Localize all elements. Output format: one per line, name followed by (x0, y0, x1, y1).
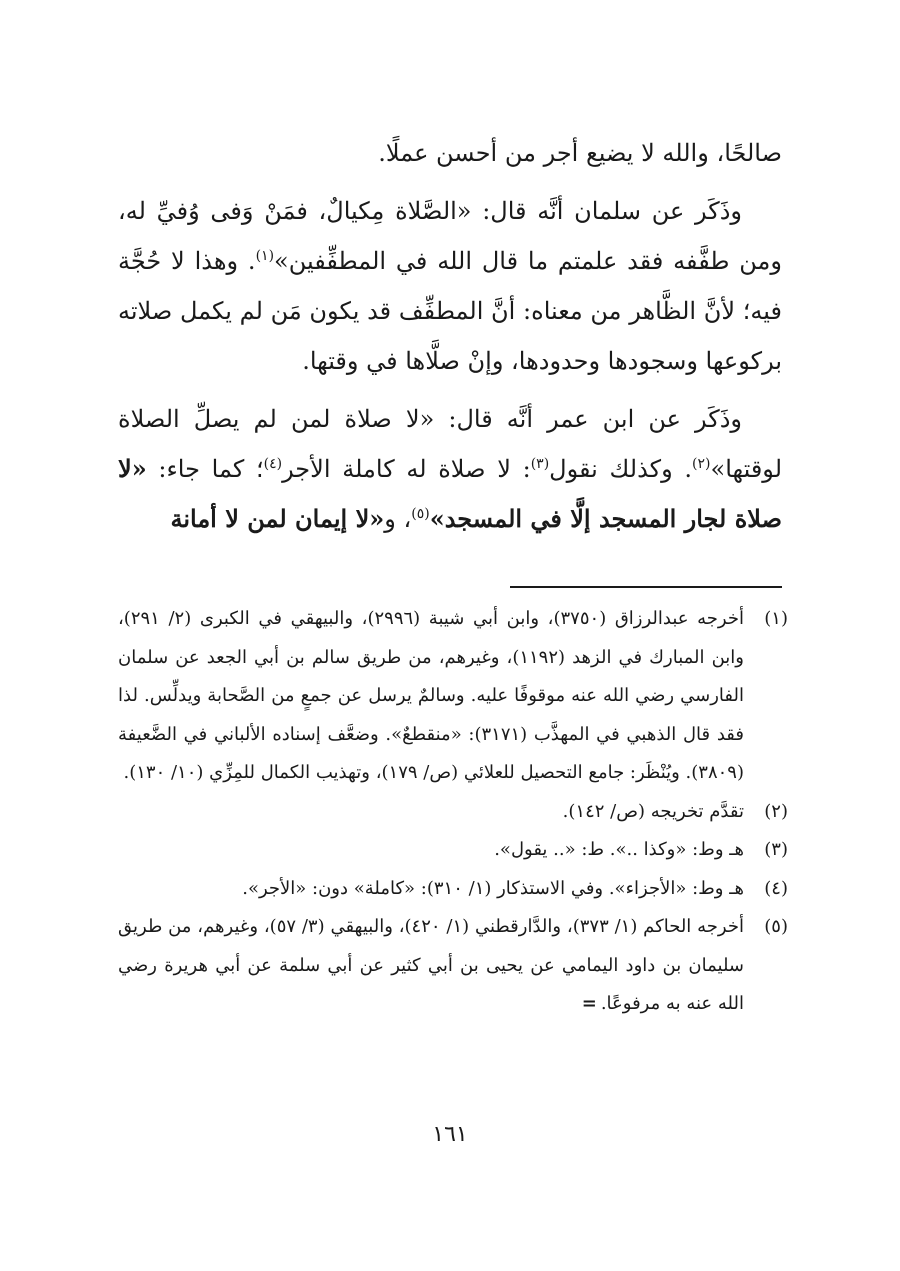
paragraph-3-text-c: : لا صلاة له كاملة الأجر (282, 455, 531, 483)
footnote-1 (118, 600, 788, 793)
main-text (118, 128, 782, 552)
footnote-ref-4[interactable]: (٤) (263, 456, 283, 472)
paragraph-1 (118, 128, 782, 178)
paragraph-3-text-b: . وكذلك نقول (549, 455, 693, 483)
footnote-ref-2[interactable]: (٢) (692, 456, 711, 472)
paragraph-1-text: صالحًا، والله لا يضيع أجر من أحسن عملًا. (378, 139, 782, 167)
paragraph-3-text-e: ، و (384, 505, 412, 533)
continuation-mark: = (581, 993, 597, 1014)
footnote-ref-5[interactable]: (٥) (411, 506, 430, 522)
footnote-text (118, 908, 744, 1024)
footnote-ref-1[interactable]: (١) (255, 248, 275, 264)
page-number: ١٦١ (432, 1122, 468, 1147)
footnote-5 (118, 908, 788, 1024)
paragraph-3-text-d: ؛ كما جاء: (146, 455, 264, 483)
footnote-number: (١) (764, 608, 788, 629)
footnote-number: (٥) (764, 916, 788, 937)
footnote-text: أخرجه عبدالرزاق (٣٧٥٠)، وابن أبي شيبة (٢٩٩٦)، والبيهقي في الكبرى (٢/ ٢٩١)، وابن المبارك في الزهد (١١٩٢)، وغيرهم، من طريق سالم بن أبي الجعد عن سلمان الفارسي رضي الله عنه موقوفًا عليه. وسالمٌ يرسل عن جمعٍ من الصَّحابة ويدلِّس. لذا فقد قال الذهبي في المهذَّب (٣١٧١): «منقطعٌ». وضعَّف إسناده الألباني في الضَّعيفة (٣٨٠٩). ويُنْظَر: جامع التحصيل للعلائي (ص/ ١٧٩)، وتهذيب الكمال للمِزِّي (١٠/ ١٣٠). (118, 608, 744, 783)
paragraph-3-text-a: وذَكَر عن ابن عمر أنَّه قال: «لا صلاة لمن لم يصلِّ الصلاة لوقتها» (118, 405, 782, 483)
footnote-2 (118, 793, 788, 832)
paragraph-3 (118, 394, 782, 544)
footnote-ref-3[interactable]: (٣) (530, 456, 550, 472)
paragraph-2 (118, 186, 782, 386)
footnote-number: (٣) (764, 839, 788, 860)
footnote-number: (٢) (764, 800, 788, 822)
paragraph-2-text-b: . وهذا لا حُجَّة فيه؛ لأنَّ الظَّاهر من معناه: أنَّ المطفِّف قد يكون مَن لم يكمل صلاته بركوعها وسجودها وحدودها، وإنْ صلَّاها في وقتها. (118, 247, 782, 375)
footnote-text: هـ وط: «وكذا ..». ط: «.. يقول». (494, 839, 744, 860)
paragraph-2-text-a: وذَكَر عن سلمان أنَّه قال: «الصَّلاة مِكيالٌ، فمَنْ وَفى وُفيِّ له، ومن طفَّفه فقد علمتم ما قال الله في المطفِّفين» (118, 197, 782, 275)
footnote-text: تقدَّم تخريجه (ص/ ١٤٢). (562, 800, 744, 822)
footnotes (118, 600, 788, 1024)
footnote-4 (118, 870, 788, 909)
footnote-separator (510, 586, 782, 588)
footnote-number: (٤) (764, 877, 788, 899)
hadith-quote-faith: «لا إيمان لمن لا أمانة (170, 504, 385, 533)
footnote-text: هـ وط: «الأجزاء». وفي الاستذكار (١/ ٣١٠): «كاملة» دون: «الأجر». (242, 877, 744, 899)
footnote-3 (118, 831, 788, 870)
hadith-quote-mosque: «لا صلاة لجار المسجد إلَّا في المسجد» (118, 454, 782, 533)
footnote-5-body: أخرجه الحاكم (١/ ٣٧٣)، والدَّارقطني (١/ ٤٢٠)، والبيهقي (٣/ ٥٧)، وغيرهم، من طريق سليمان بن داود اليمامي عن يحيى بن أبي كثير عن أبي سلمة عن أبي هريرة رضي الله عنه به مرفوعًا. (118, 916, 744, 1014)
